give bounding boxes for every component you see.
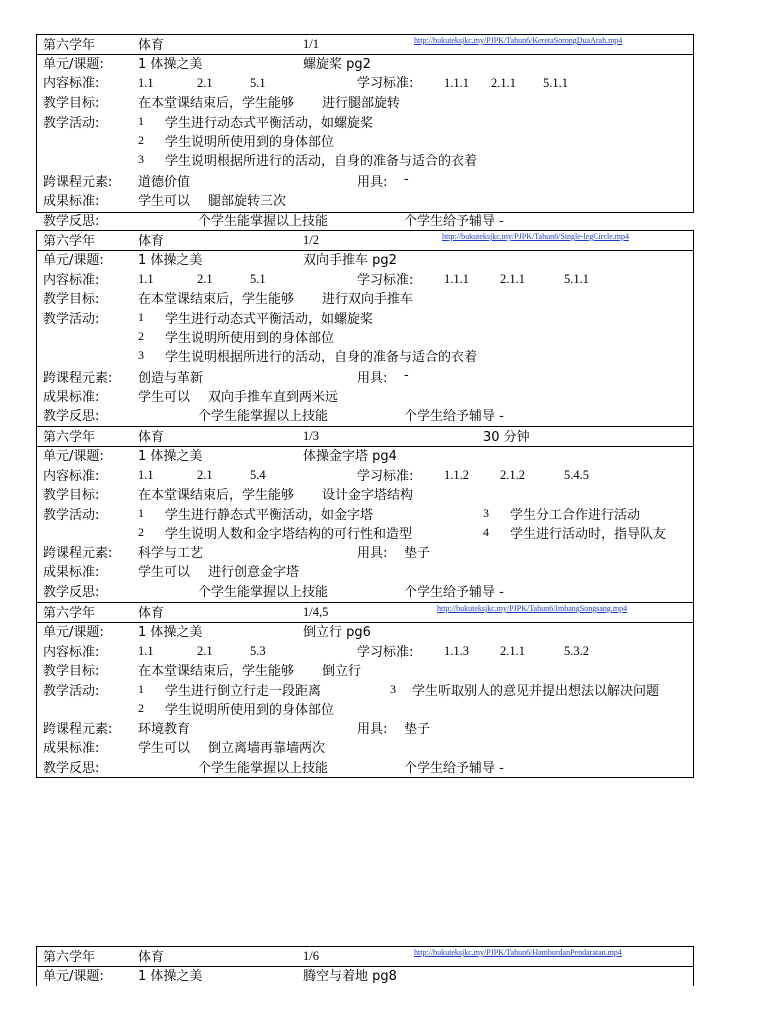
outcome-label: 成果标准: bbox=[43, 194, 100, 209]
activity-label: 教学活动: bbox=[43, 116, 100, 131]
activity-text: 学生说明所使用到的身体部位 bbox=[165, 331, 335, 346]
lesson-4-header-divider bbox=[36, 622, 694, 623]
outcome-label: 成果标准: bbox=[43, 741, 100, 756]
content-standard-label: 内容标准: bbox=[43, 273, 100, 288]
content-standard-2: 2.1 bbox=[197, 272, 213, 286]
learning-standard-2: 2.1.1 bbox=[491, 76, 516, 90]
learning-standard-2: 2.1.1 bbox=[500, 272, 525, 286]
outcome-detail: 倒立离墙再靠墙两次 bbox=[208, 741, 326, 756]
activity-text: 学生说明根据所进行的活动，自身的准备与适合的衣着 bbox=[165, 350, 478, 365]
activity-number: 3 bbox=[483, 506, 489, 520]
video-link[interactable]: http://bukuteksjkc.my/PJPK/Tahun6/HamburdanPendaratan.mp4 bbox=[414, 948, 622, 957]
tools-label: 用具: bbox=[357, 722, 388, 737]
reflection-mastered: 个学生能掌握以上技能 bbox=[198, 214, 329, 229]
tools-value: - bbox=[404, 172, 409, 187]
content-standard-3: 5.4 bbox=[250, 468, 266, 482]
content-standard-label: 内容标准: bbox=[43, 76, 100, 91]
activity-number: 4 bbox=[483, 525, 489, 539]
content-standard-1: 1.1 bbox=[138, 468, 154, 482]
objective-detail: 进行双向手推车 bbox=[322, 292, 414, 307]
topic-value: 螺旋桨 pg2 bbox=[303, 57, 371, 72]
cross-curricular-value: 创造与革新 bbox=[138, 371, 204, 386]
outcome-value: 学生可以 bbox=[138, 390, 191, 405]
activity-text: 学生说明人数和金字塔结构的可行性和造型 bbox=[165, 527, 413, 542]
activity-number: 3 bbox=[138, 348, 144, 362]
content-standard-3: 5.1 bbox=[250, 272, 266, 286]
activity-number: 2 bbox=[138, 525, 144, 539]
cross-curricular-value: 道德价值 bbox=[138, 175, 191, 190]
reflection-divider bbox=[36, 212, 694, 213]
objective-value: 在本堂课结束后，学生能够 bbox=[138, 96, 295, 111]
week-label: 1/2 bbox=[303, 233, 319, 247]
activity-number: 1 bbox=[138, 682, 144, 696]
learning-standard-3: 5.1.1 bbox=[564, 272, 589, 286]
year-label: 第六学年 bbox=[43, 950, 96, 965]
tools-label: 用具: bbox=[357, 371, 388, 386]
lesson-5-header-divider bbox=[36, 966, 694, 967]
reflection-guided: 个学生给予辅导 - bbox=[404, 409, 504, 424]
duration-label: 30 分钟 bbox=[483, 430, 530, 445]
unit-value: 1 体操之美 bbox=[138, 253, 203, 268]
activity-number: 3 bbox=[390, 682, 396, 696]
unit-value: 1 体操之美 bbox=[138, 449, 203, 464]
learning-standard-label: 学习标准: bbox=[357, 645, 414, 660]
content-standard-2: 2.1 bbox=[197, 644, 213, 658]
year-label: 第六学年 bbox=[43, 430, 96, 445]
year-label: 第六学年 bbox=[43, 606, 96, 621]
learning-standard-3: 5.3.2 bbox=[564, 644, 589, 658]
objective-label: 教学目标: bbox=[43, 488, 100, 503]
activity-label: 教学活动: bbox=[43, 508, 100, 523]
objective-label: 教学目标: bbox=[43, 664, 100, 679]
outcome-detail: 双向手推车直到两米远 bbox=[208, 390, 339, 405]
reflection-label: 教学反思: bbox=[43, 214, 100, 229]
subject-label: 体育 bbox=[138, 606, 165, 621]
activity-label: 教学活动: bbox=[43, 684, 100, 699]
unit-label: 单元/课题: bbox=[43, 449, 104, 464]
learning-standard-label: 学习标准: bbox=[357, 469, 414, 484]
activity-text: 学生说明所使用到的身体部位 bbox=[165, 135, 335, 150]
reflection-label: 教学反思: bbox=[43, 761, 100, 776]
objective-label: 教学目标: bbox=[43, 96, 100, 111]
unit-label: 单元/课题: bbox=[43, 253, 104, 268]
content-standard-2: 2.1 bbox=[197, 468, 213, 482]
topic-value: 倒立行 pg6 bbox=[303, 625, 371, 640]
outcome-value: 学生可以 bbox=[138, 741, 191, 756]
activity-number: 1 bbox=[138, 310, 144, 324]
activity-number: 2 bbox=[138, 133, 144, 147]
objective-value: 在本堂课结束后，学生能够 bbox=[138, 292, 295, 307]
outcome-detail: 腿部旋转三次 bbox=[208, 194, 287, 209]
objective-detail: 倒立行 bbox=[322, 664, 362, 679]
outcome-value: 学生可以 bbox=[138, 565, 191, 580]
week-label: 1/4,5 bbox=[303, 605, 329, 619]
unit-value: 1 体操之美 bbox=[138, 57, 203, 72]
cross-curricular-label: 跨课程元素: bbox=[43, 371, 113, 386]
year-label: 第六学年 bbox=[43, 234, 96, 249]
content-standard-1: 1.1 bbox=[138, 272, 154, 286]
outcome-detail: 进行创意金字塔 bbox=[208, 565, 300, 580]
cross-curricular-label: 跨课程元素: bbox=[43, 546, 113, 561]
activity-text: 学生进行动态式平衡活动，如螺旋桨 bbox=[165, 312, 374, 327]
learning-standard-1: 1.1.2 bbox=[444, 468, 469, 482]
content-standard-3: 5.1 bbox=[250, 76, 266, 90]
activity-text: 学生进行倒立行走一段距离 bbox=[165, 684, 322, 699]
activity-text: 学生进行静态式平衡活动，如金字塔 bbox=[165, 508, 374, 523]
topic-value: 体操金字塔 pg4 bbox=[303, 449, 397, 464]
learning-standard-label: 学习标准: bbox=[357, 76, 414, 91]
learning-standard-1: 1.1.3 bbox=[444, 644, 469, 658]
reflection-label: 教学反思: bbox=[43, 585, 100, 600]
unit-value: 1 体操之美 bbox=[138, 625, 203, 640]
objective-value: 在本堂课结束后，学生能够 bbox=[138, 664, 295, 679]
reflection-guided: 个学生给予辅导 - bbox=[404, 585, 504, 600]
reflection-mastered: 个学生能掌握以上技能 bbox=[198, 409, 329, 424]
learning-standard-label: 学习标准: bbox=[357, 273, 414, 288]
content-standard-3: 5.3 bbox=[250, 644, 266, 658]
content-standard-1: 1.1 bbox=[138, 76, 154, 90]
outcome-label: 成果标准: bbox=[43, 565, 100, 580]
week-label: 1/6 bbox=[303, 949, 319, 963]
tools-value: - bbox=[404, 368, 409, 383]
reflection-mastered: 个学生能掌握以上技能 bbox=[198, 585, 329, 600]
reflection-guided: 个学生给予辅导 - bbox=[404, 214, 504, 229]
topic-value: 腾空与着地 pg8 bbox=[303, 969, 397, 984]
objective-label: 教学目标: bbox=[43, 292, 100, 307]
cross-curricular-value: 科学与工艺 bbox=[138, 546, 204, 561]
activity-number: 1 bbox=[138, 114, 144, 128]
learning-standard-2: 2.1.2 bbox=[500, 468, 525, 482]
tools-value: 垫子 bbox=[404, 546, 431, 561]
learning-standard-3: 5.1.1 bbox=[543, 76, 568, 90]
subject-label: 体育 bbox=[138, 950, 165, 965]
lesson-2-header-divider bbox=[36, 250, 694, 251]
content-standard-label: 内容标准: bbox=[43, 469, 100, 484]
video-link[interactable]: http://bukuteksjkc.my/PJPK/Tahun6/KeretaSorongDuaArah.mp4 bbox=[414, 36, 623, 45]
tools-label: 用具: bbox=[357, 546, 388, 561]
learning-standard-1: 1.1.1 bbox=[444, 272, 469, 286]
cross-curricular-label: 跨课程元素: bbox=[43, 175, 113, 190]
activity-number: 1 bbox=[138, 506, 144, 520]
tools-label: 用具: bbox=[357, 175, 388, 190]
activity-text: 学生说明所使用到的身体部位 bbox=[165, 703, 335, 718]
activity-text: 学生听取别人的意见并提出想法以解决问题 bbox=[412, 684, 660, 699]
outcome-label: 成果标准: bbox=[43, 390, 100, 405]
unit-label: 单元/课题: bbox=[43, 57, 104, 72]
lesson-3-header-divider bbox=[36, 446, 694, 447]
reflection-label: 教学反思: bbox=[43, 409, 100, 424]
week-label: 1/1 bbox=[303, 37, 319, 51]
lesson-1-header-divider bbox=[36, 54, 694, 55]
year-label: 第六学年 bbox=[43, 38, 96, 53]
topic-value: 双向手推车 pg2 bbox=[303, 253, 397, 268]
activity-text: 学生说明根据所进行的活动，自身的准备与适合的衣着 bbox=[165, 154, 478, 169]
cross-curricular-value: 环境教育 bbox=[138, 722, 191, 737]
activity-label: 教学活动: bbox=[43, 312, 100, 327]
video-link[interactable]: http://bukuteksjkc.my/PJPK/Tahun6/Single-legCircle.mp4 bbox=[442, 232, 629, 241]
objective-detail: 进行腿部旋转 bbox=[322, 96, 401, 111]
activity-text: 学生分工合作进行活动 bbox=[510, 508, 641, 523]
subject-label: 体育 bbox=[138, 234, 165, 249]
objective-detail: 设计金字塔结构 bbox=[322, 488, 414, 503]
cross-curricular-label: 跨课程元素: bbox=[43, 722, 113, 737]
unit-label: 单元/课题: bbox=[43, 969, 104, 984]
content-standard-2: 2.1 bbox=[197, 76, 213, 90]
activity-number: 3 bbox=[138, 152, 144, 166]
reflection-mastered: 个学生能掌握以上技能 bbox=[198, 761, 329, 776]
video-link[interactable]: http://bukuteksjkc.my/PJPK/Tahun6/ImbangSongsang.mp4 bbox=[437, 604, 628, 613]
unit-label: 单元/课题: bbox=[43, 625, 104, 640]
subject-label: 体育 bbox=[138, 430, 165, 445]
tools-value: 垫子 bbox=[404, 722, 431, 737]
activity-number: 2 bbox=[138, 329, 144, 343]
reflection-guided: 个学生给予辅导 - bbox=[404, 761, 504, 776]
subject-label: 体育 bbox=[138, 38, 165, 53]
content-standard-1: 1.1 bbox=[138, 644, 154, 658]
learning-standard-2: 2.1.1 bbox=[500, 644, 525, 658]
activity-text: 学生进行动态式平衡活动，如螺旋桨 bbox=[165, 116, 374, 131]
learning-standard-1: 1.1.1 bbox=[444, 76, 469, 90]
learning-standard-3: 5.4.5 bbox=[564, 468, 589, 482]
outcome-value: 学生可以 bbox=[138, 194, 191, 209]
week-label: 1/3 bbox=[303, 429, 319, 443]
content-standard-label: 内容标准: bbox=[43, 645, 100, 660]
activity-text: 学生进行活动时，指导队友 bbox=[510, 527, 667, 542]
activity-number: 2 bbox=[138, 701, 144, 715]
objective-value: 在本堂课结束后，学生能够 bbox=[138, 488, 295, 503]
unit-value: 1 体操之美 bbox=[138, 969, 203, 984]
